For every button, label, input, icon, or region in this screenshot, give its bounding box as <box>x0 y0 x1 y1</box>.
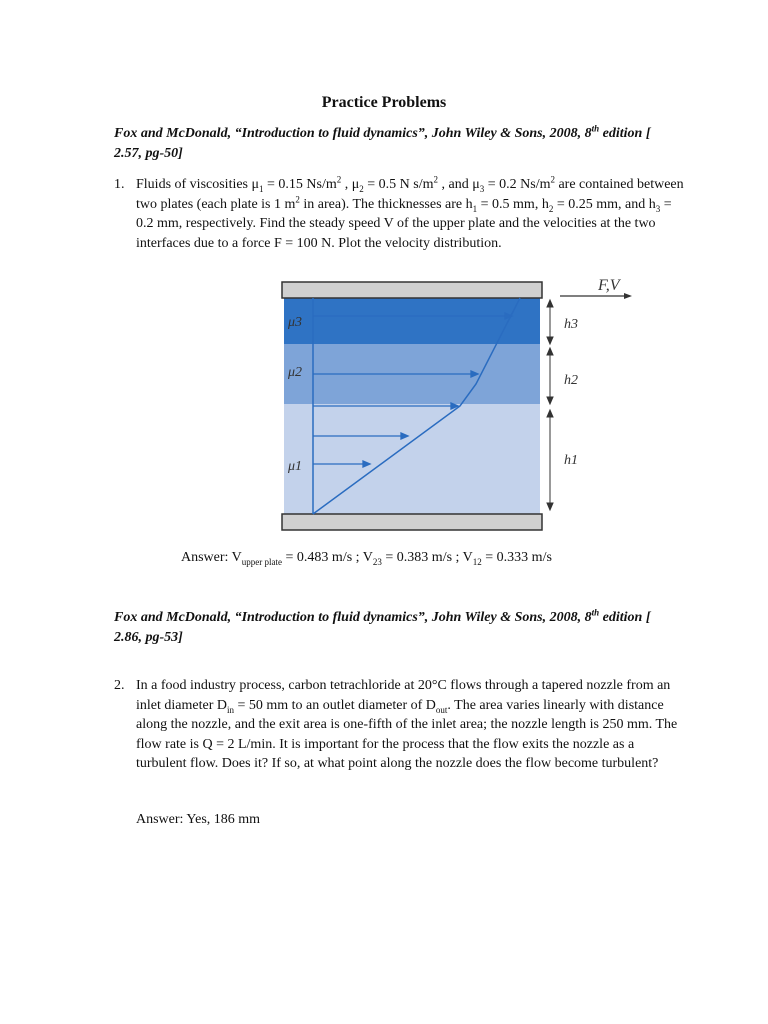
problem-2-text: In a food industry process, carbon tetrachloride at 20°C flows through a tapered nozzle from an inlet diameter $D_{in} = 50$ mm to an outlet diameter of $D_{out}$. The area varies linearly with distance along the nozzle, and the exit area is one-fifth of the inlet area; the nozzle length is 250 mm. The flow rate is Q = 2 L/min. It is important for the process that the flow exits the nozzle as a turbulent flow. Does it? If so, at what point along the nozzle does the flow become turbulent? <box>136 678 678 771</box>
h1-label: h1 <box>564 453 578 468</box>
answer-2: Answer: Yes, 186 mm <box>136 812 261 827</box>
fluid-layer-3 <box>284 298 540 344</box>
mu1-label: μ1 <box>288 459 303 474</box>
problem-2-number: 2. <box>114 678 125 693</box>
problem-1-text: Fluids of viscosities $\mu_1 = 0.15$ $Ns/m^2$ , $\mu_2 = 0.5$ N $s/m^2$ , and $\mu_3 = 0.2$ $Ns/m^2$ are contained between two plates (each plate is 1 $m^2$ in area). The thicknesses are $h_1 = 0.5$ mm, $h_2 = 0.25$ mm, and $h_3 = 0.2$ mm, respectively. Find the steady speed V of the upper plate and the velocities at the two interfaces due to a force F = 100 N. Plot the velocity distribution. <box>136 174 684 251</box>
page-title: Practice Problems <box>321 94 447 111</box>
arrowhead <box>547 397 553 404</box>
reference-1: Fox and McDonald, “Introduction to fluid dynamics”, John Wiley & Sons, 2008, 8th edition [ 2.57, pg-50] <box>114 123 651 161</box>
fluid-layer-1 <box>284 404 540 514</box>
arrowhead <box>547 503 553 510</box>
mu3-label: μ3 <box>288 315 303 330</box>
lower-plate <box>282 514 542 530</box>
thickness-dimensions <box>547 300 553 510</box>
velocity-profile-figure <box>276 274 636 536</box>
arrowhead <box>547 348 553 355</box>
reference-2: Fox and McDonald, “Introduction to fluid dynamics”, John Wiley & Sons, 2008, 8th edition [ 2.86, pg-53] <box>114 607 651 645</box>
force-arrowhead <box>624 293 632 299</box>
h2-label: h2 <box>564 373 578 388</box>
force-label: F,V <box>598 277 620 294</box>
arrowhead <box>547 337 553 344</box>
velocity-profile-svg <box>276 274 636 536</box>
upper-plate <box>282 282 542 298</box>
arrowhead <box>547 410 553 417</box>
mu2-label: μ2 <box>288 365 303 380</box>
arrowhead <box>547 300 553 307</box>
answer-1: Answer: $V_{upper plate} = 0.483$ m/s ; $V_{23} = 0.383$ m/s ; $V_{12} = 0.333$ m/s <box>181 550 552 567</box>
problem-1-number: 1. <box>114 177 125 192</box>
h3-label: h3 <box>564 317 578 332</box>
